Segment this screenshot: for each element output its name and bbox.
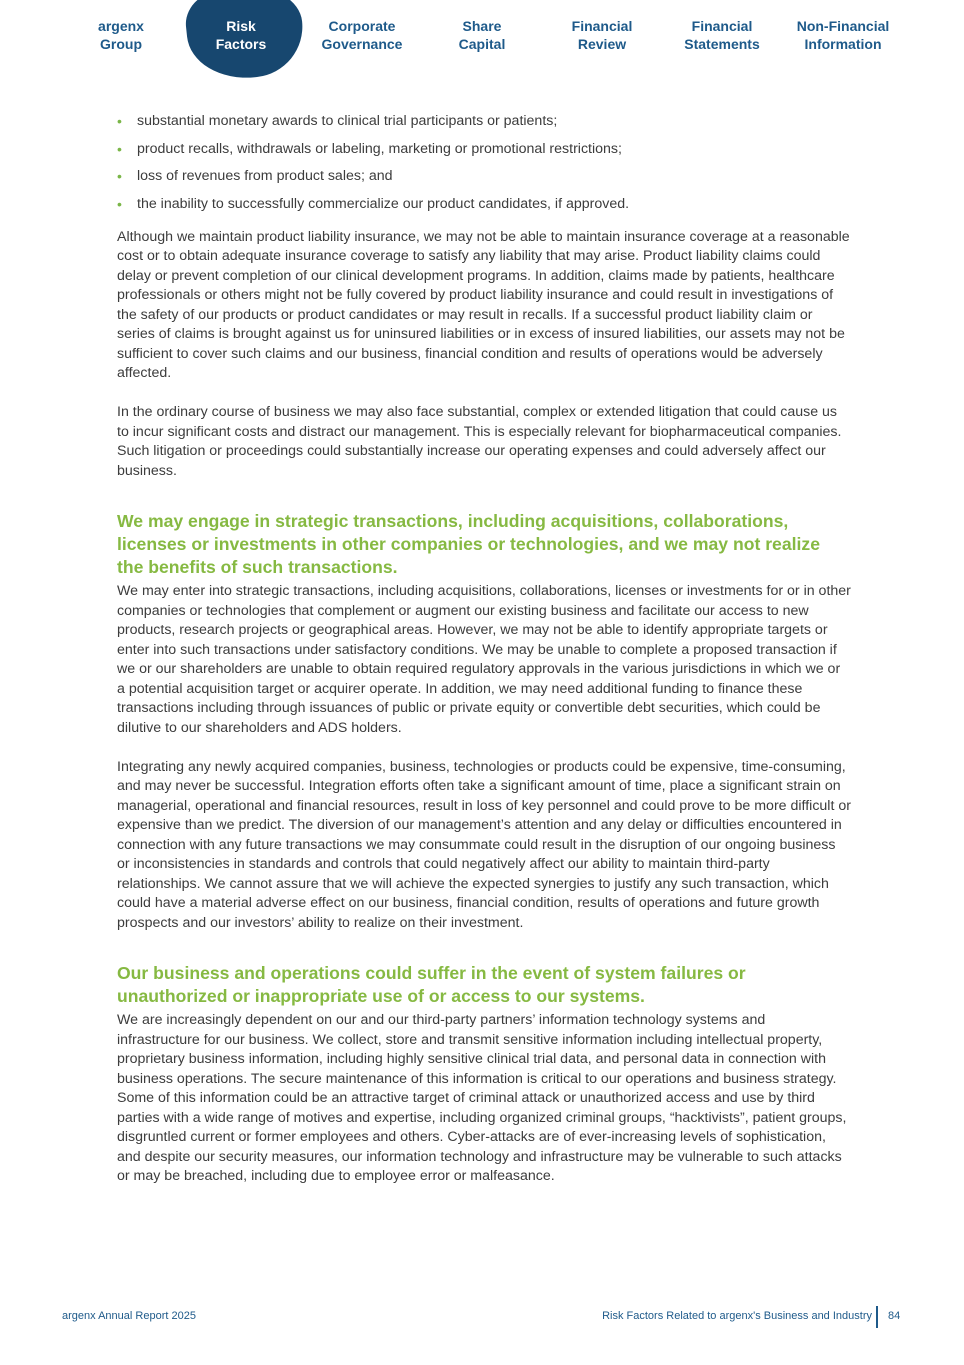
nav-tab-label-line1: Risk <box>226 18 256 34</box>
list-item <box>117 195 851 214</box>
nav-tab-label-line1: argenx <box>98 18 144 34</box>
nav-tab-label-line1: Corporate <box>328 18 396 34</box>
nav-tab-label-line2: Capital <box>458 36 506 52</box>
footer-report-title: argenx Annual Report 2025 <box>62 1310 196 1322</box>
list-item <box>117 140 851 159</box>
nav-tab-corporate-governance[interactable] <box>302 17 422 53</box>
nav-tab-financial-review[interactable] <box>542 17 662 53</box>
nav-tab-financial-statements[interactable] <box>662 17 782 53</box>
consequence-list <box>117 112 851 214</box>
bullet-icon: • <box>117 168 122 184</box>
main-content <box>117 112 851 1187</box>
list-item-text: the inability to successfully commercialize our product candidates, if approved. <box>137 195 630 212</box>
paragraph-integration: Integrating any newly acquired companies, business, technologies or products could be expensive, time-consuming, and may never be successful. Integration efforts often take a significant amount of time, place a significant strain on managerial, operational and financial resources, result in loss of key personnel and could prove to be more difficult or expensive than we predict. The diversion of our management’s attention and any delay or difficulties encountered in connection with any future transactions we may consummate could result in the disruption of our ongoing business or inconsistencies in standards and controls that could negatively affect our ability to maintain third-party relationships. We cannot assure that we will achieve the expected synergies to justify any such transaction, which could have a material adverse effect on our business, financial condition, results of operations and future growth prospects and our investors’ ability to realize on their investment. <box>117 758 851 931</box>
paragraph-product-liability: Although we maintain product liability insurance, we may not be able to maintain insurance coverage at a reasonable cost or to obtain adequate insurance coverage to satisfy any liability that may arise. Product liability claims could delay or prevent completion of our clinical development programs. In addition, claims made by patients, healthcare professionals or others might not be fully covered by product liability insurance and could result in investigations of the safety of our products or product candidates or may result in recalls. If a successful product liability claim or series of claims is brought against us for uninsured liabilities or in excess of insured liabilities, our assets may not be sufficient to cover such claims and our business, financial condition and results of operations would be adversely affected. <box>117 228 850 381</box>
nav-tab-label-line2: Review <box>577 36 627 52</box>
nav-tab-label-line2: Information <box>804 36 882 52</box>
section-heading-strategic-transactions: We may engage in strategic transactions, including acquisitions, collaborations, licenses or investments in other companies or technologies, and we may not realize the benefits of such transactions. <box>117 511 820 577</box>
bullet-icon: • <box>117 140 122 157</box>
list-item-text: loss of revenues from product sales; and <box>137 168 393 184</box>
nav-tab-label-line1: Non-Financial <box>796 18 890 34</box>
nav-tab-label-line1: Financial <box>691 18 753 34</box>
list-item <box>117 112 851 131</box>
bullet-icon: • <box>117 113 122 129</box>
page-footer <box>0 1306 964 1330</box>
list-item <box>117 167 851 186</box>
nav-tab-share-capital[interactable] <box>422 17 542 53</box>
top-navigation <box>0 0 964 90</box>
nav-tab-non-financial-information[interactable] <box>783 17 903 53</box>
paragraph-strategic-transactions: We may enter into strategic transactions, including acquisitions, collaborations, licenses or investments for or in other companies or technologies that complement or augment our existing business and facilitate our access to new products, research projects or geographical areas. However, we may not be able to identify appropriate targets or enter into such transactions under satisfactory conditions. We may be unable to complete a proposed transaction if we or our shareholders are unable to obtain required regulatory approvals in the various jurisdictions in which we or a potential acquisition target or acquirer operate. In addition, we may need additional funding to finance these transactions including through issuances of public or private equity or convertible debt securities, which could be dilutive to our shareholders and ADS holders. <box>117 583 851 736</box>
paragraph-it-systems: We are increasingly dependent on our and our third-party partners’ information technology systems and infrastructure for our business. We collect, store and transmit sensitive information including intellectual property, proprietary business information, including highly sensitive clinical trial data, and personal data in connection with business operations. The secure maintenance of this information is critical to our operations and business strategy. Some of this information could be an attractive target of criminal attack or unauthorized access and use by third parties with a wide range of motives and expertise, including organized criminal groups, “hacktivists”, patient groups, disgruntled current or former employees and others. Cyber-attacks are of ever-increasing levels of sophistication, and despite our security measures, our information technology and infrastructure may be vulnerable to such attacks or may be breached, including due to employee error or malfeasance. <box>117 1012 847 1184</box>
nav-tab-label-line2: Factors <box>215 36 267 52</box>
nav-tab-label-line1: Financial <box>571 18 633 34</box>
nav-tab-argenx-group[interactable] <box>61 17 181 53</box>
paragraph-litigation: In the ordinary course of business we may also face substantial, complex or extended litigation that could cause us to incur significant costs and distract our management. This is especially relevant for biopharmaceutical companies. Such litigation or proceedings could substantially increase our operating expenses and could adversely affect our business. <box>117 404 842 479</box>
page-number: 84 <box>888 1310 901 1322</box>
nav-tab-label-line2: Group <box>100 36 142 52</box>
nav-tab-label-line1: Share <box>462 18 502 34</box>
nav-tab-label-line2: Governance <box>321 36 403 52</box>
list-item-text: product recalls, withdrawals or labeling, marketing or promotional restrictions; <box>137 140 622 157</box>
bullet-icon: • <box>117 195 122 212</box>
nav-tab-risk-factors[interactable] <box>181 17 301 53</box>
list-item-text: substantial monetary awards to clinical trial participants or patients; <box>137 113 558 129</box>
section-heading-system-failures: Our business and operations could suffer in the event of system failures or unauthorized or inappropriate use of or access to our systems. <box>117 963 746 1006</box>
footer-section-title: Risk Factors Related to argenx's Business and Industry <box>602 1310 872 1322</box>
nav-tab-label-line2: Statements <box>684 36 760 52</box>
footer-divider <box>876 1306 878 1328</box>
